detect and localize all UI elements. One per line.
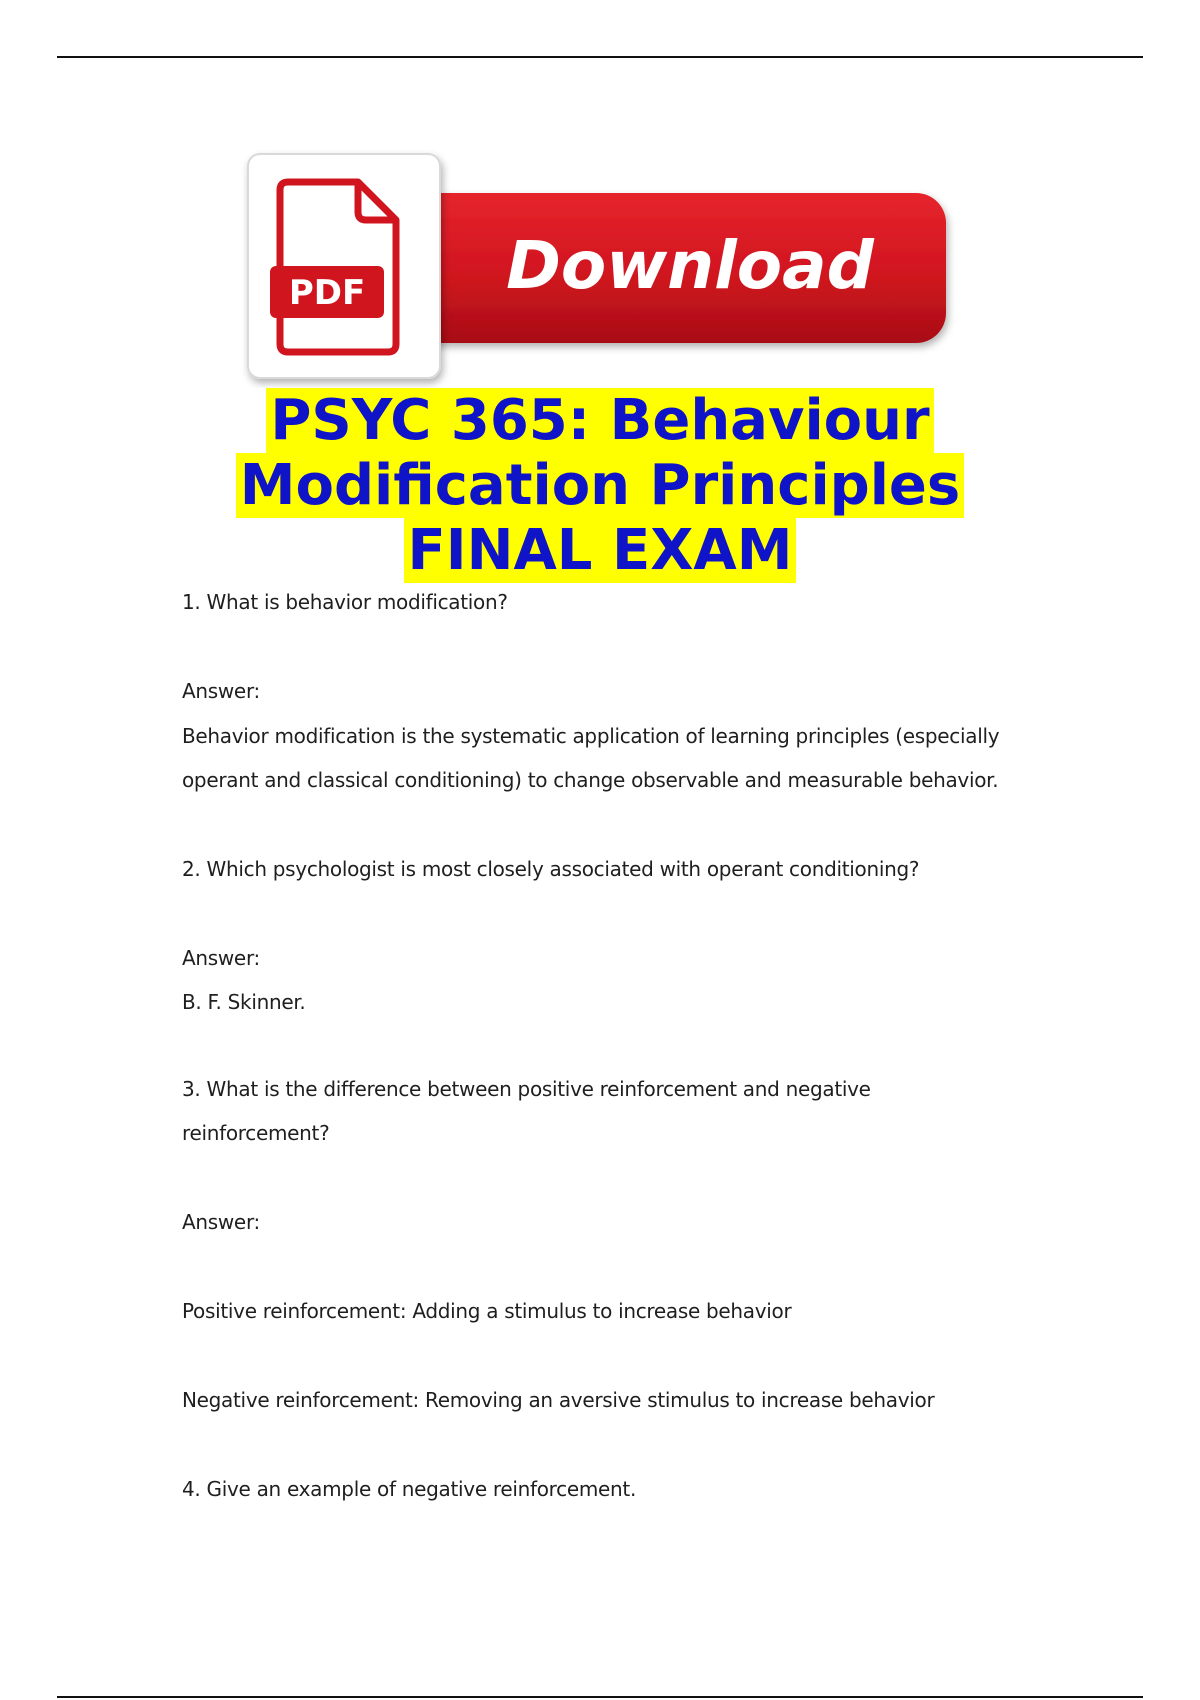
answer-1-line-2: operant and classical conditioning) to change observable and measurable behavior. (182, 768, 999, 792)
document-title (0, 388, 1200, 583)
answer-2: B. F. Skinner. (182, 990, 306, 1014)
top-rule (57, 56, 1143, 58)
pdf-label: PDF (288, 273, 366, 313)
title-line-1: PSYC 365: Behaviour (266, 388, 933, 453)
download-label[interactable]: Download (506, 227, 874, 304)
bottom-rule (57, 1696, 1143, 1698)
pdf-download-banner[interactable] (240, 148, 960, 388)
answer-3-label: Answer: (182, 1210, 260, 1234)
question-4: 4. Give an example of negative reinforcement. (182, 1477, 637, 1501)
answer-1-label: Answer: (182, 679, 260, 703)
title-line-2: Modification Principles (236, 453, 964, 518)
title-line-3: FINAL EXAM (404, 518, 797, 583)
question-2: 2. Which psychologist is most closely associated with operant conditioning? (182, 857, 920, 881)
answer-3-negative: Negative reinforcement: Removing an aversive stimulus to increase behavior (182, 1388, 935, 1412)
question-3-line-2: reinforcement? (182, 1121, 330, 1145)
question-3-line-1: 3. What is the difference between positive reinforcement and negative (182, 1077, 871, 1101)
question-1: 1. What is behavior modification? (182, 590, 508, 614)
answer-3-positive: Positive reinforcement: Adding a stimulus to increase behavior (182, 1299, 792, 1323)
answer-2-label: Answer: (182, 946, 260, 970)
answer-1-line-1: Behavior modification is the systematic application of learning principles (especially (182, 724, 1000, 748)
